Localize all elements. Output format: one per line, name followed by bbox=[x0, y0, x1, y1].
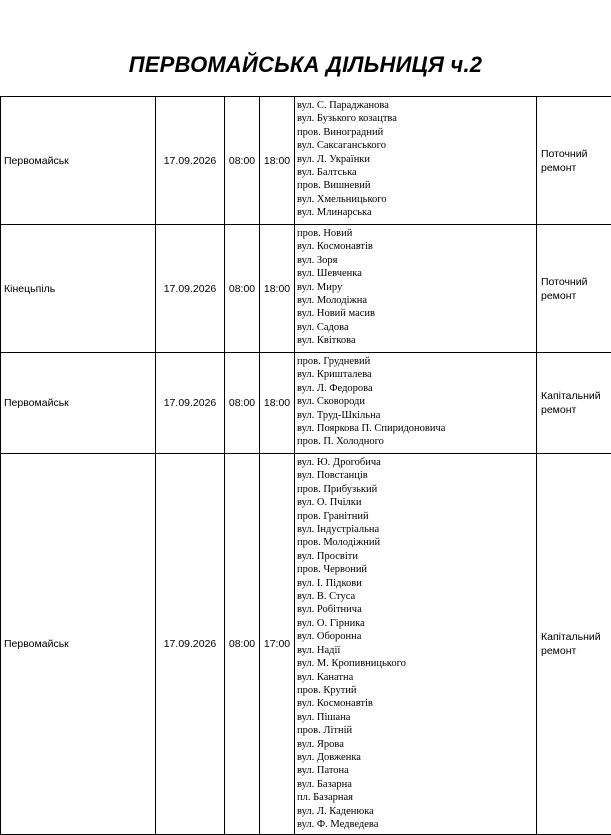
work-type-line: Капітальний bbox=[541, 389, 611, 403]
date-cell: 17.09.2026 bbox=[156, 97, 225, 225]
page-title: ПЕРВОМАЙСЬКА ДІЛЬНИЦЯ ч.2 bbox=[0, 52, 611, 78]
table-row bbox=[1, 225, 611, 353]
street-item: вул. Хмельницького bbox=[297, 193, 536, 206]
street-item: вул. Новий масив bbox=[297, 307, 536, 320]
street-item: вул. І. Підкови bbox=[297, 577, 536, 590]
work-type-line: ремонт bbox=[541, 644, 611, 658]
date-cell: 17.09.2026 bbox=[156, 454, 225, 835]
street-item: вул. Л. Каденюка bbox=[297, 805, 536, 818]
work-type-cell bbox=[537, 225, 611, 353]
street-item: вул. Робітнича bbox=[297, 603, 536, 616]
work-type-cell bbox=[537, 97, 611, 225]
street-item: вул. В. Стуса bbox=[297, 590, 536, 603]
street-item: вул. Труд-Шкільна bbox=[297, 409, 536, 422]
street-item: вул. Квіткова bbox=[297, 334, 536, 347]
street-item: пров. Літній bbox=[297, 724, 536, 737]
streets-cell bbox=[295, 225, 537, 353]
street-item: вул. Л. Федорова bbox=[297, 382, 536, 395]
work-type-line: ремонт bbox=[541, 289, 611, 303]
street-item: пров. Гранітний bbox=[297, 510, 536, 523]
date-cell: 17.09.2026 bbox=[156, 353, 225, 454]
street-item: вул. Пішана bbox=[297, 711, 536, 724]
outage-schedule-table bbox=[0, 96, 611, 835]
streets-cell bbox=[295, 454, 537, 835]
street-item: вул. Садова bbox=[297, 321, 536, 334]
street-item: пров. Червоний bbox=[297, 563, 536, 576]
street-item: вул. Шевченка bbox=[297, 267, 536, 280]
street-item: пл. Базарная bbox=[297, 791, 536, 804]
street-item: пров. Грудневий bbox=[297, 355, 536, 368]
street-item: вул. Ярова bbox=[297, 738, 536, 751]
street-item: вул. Сковороди bbox=[297, 395, 536, 408]
end-time-cell: 17:00 bbox=[260, 454, 295, 835]
street-item: вул. Канатна bbox=[297, 671, 536, 684]
start-time-cell: 08:00 bbox=[225, 97, 260, 225]
street-item: вул. Млинарська bbox=[297, 206, 536, 219]
street-item: вул. С. Параджанова bbox=[297, 99, 536, 112]
street-item: вул. Просвіти bbox=[297, 550, 536, 563]
work-type-line: Капітальний bbox=[541, 630, 611, 644]
street-item: вул. Кришталева bbox=[297, 368, 536, 381]
table-row bbox=[1, 97, 611, 225]
place-cell: Первомайськ bbox=[1, 97, 156, 225]
work-type-line: ремонт bbox=[541, 403, 611, 417]
work-type-line: Поточний bbox=[541, 275, 611, 289]
streets-cell bbox=[295, 353, 537, 454]
work-type-cell bbox=[537, 454, 611, 835]
end-time-cell: 18:00 bbox=[260, 97, 295, 225]
street-item: вул. Повстанців bbox=[297, 469, 536, 482]
street-item: вул. Пояркова П. Спиридоновича bbox=[297, 422, 536, 435]
start-time-cell: 08:00 bbox=[225, 225, 260, 353]
work-type-line: ремонт bbox=[541, 161, 611, 175]
street-item: вул. О. Гірника bbox=[297, 617, 536, 630]
streets-cell bbox=[295, 97, 537, 225]
place-cell: Первомайськ bbox=[1, 353, 156, 454]
street-item: пров. Молодіжний bbox=[297, 536, 536, 549]
place-cell: Кінецьпіль bbox=[1, 225, 156, 353]
street-item: вул. Космонавтів bbox=[297, 697, 536, 710]
street-item: вул. Миру bbox=[297, 281, 536, 294]
end-time-cell: 18:00 bbox=[260, 353, 295, 454]
street-item: вул. Зоря bbox=[297, 254, 536, 267]
street-item: вул. Ф. Медведева bbox=[297, 818, 536, 831]
street-item: вул. Л. Українки bbox=[297, 153, 536, 166]
street-item: пров. Новий bbox=[297, 227, 536, 240]
street-item: вул. Молодіжна bbox=[297, 294, 536, 307]
street-item: вул. Ю. Дрогобича bbox=[297, 456, 536, 469]
street-item: пров. Крутий bbox=[297, 684, 536, 697]
street-item: вул. Бузького козацтва bbox=[297, 112, 536, 125]
street-item: пров. Вишневий bbox=[297, 179, 536, 192]
street-item: пров. Виноградний bbox=[297, 126, 536, 139]
date-cell: 17.09.2026 bbox=[156, 225, 225, 353]
work-type-line: Поточний bbox=[541, 147, 611, 161]
street-item: пров. П. Холодного bbox=[297, 435, 536, 448]
street-item: вул. Базарна bbox=[297, 778, 536, 791]
street-item: вул. Балтська bbox=[297, 166, 536, 179]
street-item: пров. Прибузький bbox=[297, 483, 536, 496]
street-item: вул. Саксаганського bbox=[297, 139, 536, 152]
street-item: вул. Космонавтів bbox=[297, 240, 536, 253]
street-item: вул. Оборонна bbox=[297, 630, 536, 643]
street-item: вул. М. Кропивницького bbox=[297, 657, 536, 670]
work-type-cell bbox=[537, 353, 611, 454]
schedule-body bbox=[1, 97, 611, 835]
place-cell: Первомайськ bbox=[1, 454, 156, 835]
start-time-cell: 08:00 bbox=[225, 353, 260, 454]
table-row bbox=[1, 454, 611, 835]
street-item: вул. Індустріальна bbox=[297, 523, 536, 536]
street-item: вул. О. Пчілки bbox=[297, 496, 536, 509]
street-item: вул. Патона bbox=[297, 764, 536, 777]
table-row bbox=[1, 353, 611, 454]
street-item: вул. Довженка bbox=[297, 751, 536, 764]
street-item: вул. Надії bbox=[297, 644, 536, 657]
start-time-cell: 08:00 bbox=[225, 454, 260, 835]
end-time-cell: 18:00 bbox=[260, 225, 295, 353]
